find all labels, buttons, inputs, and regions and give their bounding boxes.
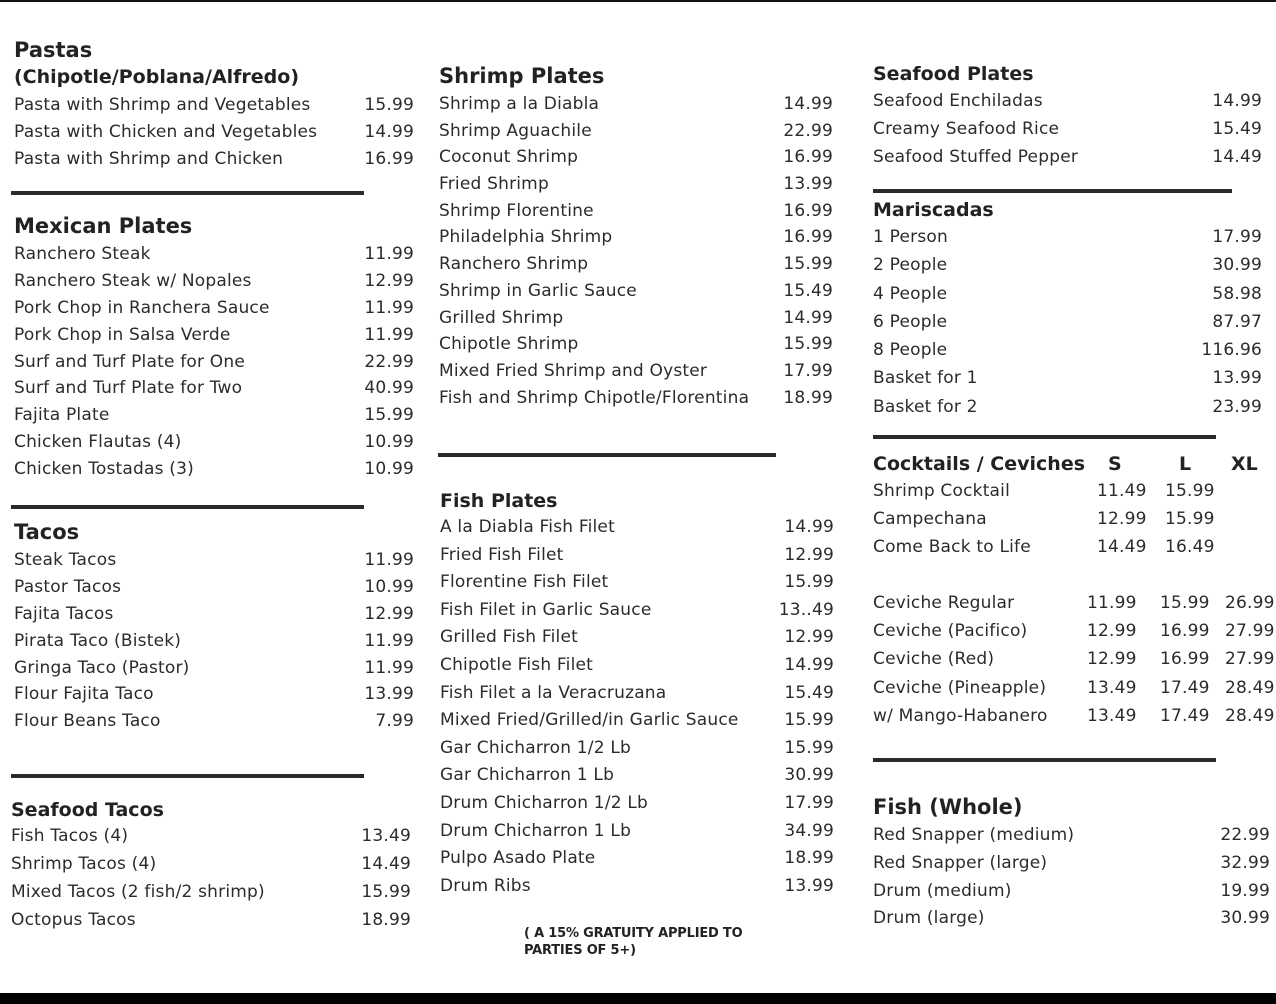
menu-item bbox=[873, 91, 1266, 119]
item-name: Drum Chicharron 1/2 Lb bbox=[440, 792, 649, 813]
menu-item bbox=[873, 119, 1266, 147]
item-name: Drum (medium) bbox=[873, 880, 1012, 901]
item-price: 12.99 bbox=[364, 270, 414, 291]
item-name: Red Snapper (medium) bbox=[873, 825, 1075, 845]
menu-item bbox=[440, 683, 844, 711]
item-name: Shrimp a la Diabla bbox=[439, 94, 600, 114]
menu-item bbox=[14, 122, 424, 149]
item-price: 12.99 bbox=[364, 603, 414, 624]
item-name: Flour Beans Taco bbox=[14, 711, 161, 732]
item-name: Fried Fish Filet bbox=[440, 544, 564, 565]
item-name: Steak Tacos bbox=[14, 550, 117, 570]
item-name: Chipotle Fish Filet bbox=[440, 654, 594, 675]
item-name: 8 People bbox=[873, 340, 948, 361]
gratuity-note-line: PARTIES OF 5+) bbox=[524, 943, 636, 958]
menu-item bbox=[440, 627, 844, 655]
menu-item bbox=[14, 459, 424, 486]
section-mariscadas bbox=[873, 199, 1266, 425]
section-title: Cocktails / Ceviches bbox=[873, 453, 1086, 475]
item-list bbox=[439, 94, 844, 414]
section-divider bbox=[11, 191, 364, 195]
item-name: Shrimp in Garlic Sauce bbox=[439, 280, 637, 301]
menu-item bbox=[440, 821, 844, 849]
item-name: Mixed Tacos (2 fish/2 shrimp) bbox=[11, 882, 265, 902]
price-s: 12.99 bbox=[1097, 509, 1147, 529]
item-price: 18.99 bbox=[783, 387, 833, 408]
section-title: Fish Plates bbox=[440, 490, 558, 512]
menu-item bbox=[873, 881, 1273, 909]
section-divider bbox=[873, 189, 1232, 193]
item-price: 15.49 bbox=[1212, 119, 1262, 139]
price-l: 17.49 bbox=[1160, 677, 1210, 698]
menu-item bbox=[14, 577, 424, 604]
item-price: 11.99 bbox=[364, 630, 414, 651]
price-l: 15.99 bbox=[1165, 481, 1215, 501]
item-price: 13.99 bbox=[1212, 368, 1262, 389]
section-mexican-plates bbox=[14, 214, 424, 486]
item-name: Shrimp Aguachile bbox=[439, 120, 592, 141]
size-header-s: S bbox=[1108, 453, 1122, 475]
menu-item bbox=[14, 684, 424, 711]
price-s: 11.49 bbox=[1097, 481, 1147, 501]
item-price: 13.99 bbox=[783, 174, 833, 195]
section-divider bbox=[873, 435, 1216, 439]
item-price: 116.96 bbox=[1201, 340, 1262, 361]
menu-item bbox=[440, 876, 844, 904]
item-name: Shrimp Cocktail bbox=[873, 481, 1011, 501]
item-name: Philadelphia Shrimp bbox=[439, 227, 613, 248]
item-name: Grilled Shrimp bbox=[439, 307, 564, 328]
menu-item bbox=[873, 397, 1266, 425]
item-price: 13..49 bbox=[778, 599, 834, 620]
item-price: 16.99 bbox=[783, 227, 833, 248]
price-xl: 27.99 bbox=[1225, 621, 1275, 642]
item-price: 11.99 bbox=[364, 297, 414, 318]
item-price: 15.99 bbox=[361, 882, 411, 902]
item-price: 22.99 bbox=[783, 120, 833, 141]
gratuity-note-line: ( A 15% GRATUITY APPLIED TO bbox=[524, 926, 743, 941]
menu-item bbox=[11, 826, 424, 854]
item-name: w/ Mango-Habanero bbox=[873, 705, 1048, 726]
item-name: Fried Shrimp bbox=[439, 174, 549, 195]
item-name: Mixed Fried Shrimp and Oyster bbox=[439, 360, 708, 381]
menu-item bbox=[14, 352, 424, 379]
item-list bbox=[873, 481, 1276, 565]
menu-item bbox=[873, 649, 1276, 677]
item-name: Octopus Tacos bbox=[11, 910, 136, 930]
price-l: 15.99 bbox=[1165, 509, 1215, 529]
section-title: Seafood Tacos bbox=[11, 799, 164, 821]
menu-item bbox=[873, 593, 1276, 621]
menu-item bbox=[11, 910, 424, 938]
menu-item bbox=[439, 174, 844, 201]
item-list bbox=[11, 826, 424, 938]
menu-item bbox=[873, 312, 1266, 340]
item-price: 32.99 bbox=[1220, 852, 1270, 873]
menu-item bbox=[11, 854, 424, 882]
menu-item bbox=[14, 95, 424, 122]
menu-item bbox=[873, 825, 1273, 853]
item-name: Pastor Tacos bbox=[14, 576, 122, 597]
item-price: 58.98 bbox=[1212, 283, 1262, 304]
menu-item bbox=[14, 378, 424, 405]
menu-item bbox=[873, 147, 1266, 175]
menu-item bbox=[11, 882, 424, 910]
item-price: 15.99 bbox=[783, 334, 833, 355]
section-pastas bbox=[14, 38, 424, 176]
item-price: 14.99 bbox=[784, 517, 834, 537]
price-l: 15.99 bbox=[1160, 593, 1210, 613]
item-name: Ranchero Steak bbox=[14, 244, 151, 264]
menu-item bbox=[439, 147, 844, 174]
item-name: Ceviche Regular bbox=[873, 593, 1015, 613]
item-price: 12.99 bbox=[784, 627, 834, 648]
menu-item bbox=[14, 658, 424, 685]
section-title: Fish (Whole) bbox=[873, 795, 1023, 819]
item-list bbox=[440, 517, 844, 903]
item-price: 16.99 bbox=[783, 200, 833, 221]
item-name: Pasta with Chicken and Vegetables bbox=[14, 122, 318, 142]
item-name: 6 People bbox=[873, 311, 948, 332]
section-cocktails-ceviches bbox=[873, 453, 1276, 734]
menu-item bbox=[440, 545, 844, 573]
item-name: Basket for 2 bbox=[873, 396, 978, 417]
item-name: Gar Chicharron 1 Lb bbox=[440, 765, 615, 786]
menu-item bbox=[14, 271, 424, 298]
item-name: Grilled Fish Filet bbox=[440, 627, 578, 648]
item-price: 14.99 bbox=[364, 122, 414, 142]
item-price: 11.99 bbox=[364, 657, 414, 678]
menu-item bbox=[439, 281, 844, 308]
price-s: 14.49 bbox=[1097, 537, 1147, 557]
item-name: Chicken Flautas (4) bbox=[14, 432, 182, 453]
item-price: 15.99 bbox=[364, 95, 414, 115]
menu-item bbox=[873, 227, 1266, 255]
section-seafood-tacos bbox=[11, 799, 424, 938]
item-price: 15.49 bbox=[784, 682, 834, 703]
top-border bbox=[0, 0, 1276, 2]
section-title: Tacos bbox=[14, 520, 80, 544]
item-price: 10.99 bbox=[364, 459, 414, 480]
menu-item bbox=[439, 201, 844, 228]
item-price: 15.99 bbox=[784, 710, 834, 731]
section-fish-whole bbox=[873, 795, 1273, 936]
item-name: Coconut Shrimp bbox=[439, 147, 579, 168]
menu-item bbox=[439, 308, 844, 335]
item-price: 15.99 bbox=[784, 572, 834, 593]
item-price: 18.99 bbox=[361, 910, 411, 930]
item-price: 15.49 bbox=[783, 280, 833, 301]
price-xl: 28.49 bbox=[1225, 705, 1275, 726]
price-s: 13.49 bbox=[1087, 705, 1137, 726]
item-price: 17.99 bbox=[1212, 227, 1262, 247]
menu-item bbox=[440, 517, 844, 545]
price-xl: 28.49 bbox=[1225, 677, 1275, 698]
item-price: 13.99 bbox=[784, 875, 834, 896]
size-header-l: L bbox=[1179, 453, 1192, 475]
item-price: 14.99 bbox=[784, 654, 834, 675]
item-name: Fajita Tacos bbox=[14, 603, 114, 624]
menu-item bbox=[14, 550, 424, 577]
section-title: Seafood Plates bbox=[873, 63, 1034, 85]
section-tacos bbox=[14, 520, 424, 738]
item-name: Ceviche (Pacifico) bbox=[873, 621, 1028, 642]
item-name: Ceviche (Red) bbox=[873, 649, 995, 670]
section-subtitle: (Chipotle/Poblana/Alfredo) bbox=[14, 66, 300, 88]
menu-item bbox=[873, 255, 1266, 283]
item-price: 87.97 bbox=[1212, 311, 1262, 332]
item-price: 40.99 bbox=[364, 378, 414, 399]
section-title: Shrimp Plates bbox=[439, 64, 605, 88]
item-name: Fish Filet a la Veracruzana bbox=[440, 682, 667, 703]
item-name: Mixed Fried/Grilled/in Garlic Sauce bbox=[440, 710, 739, 731]
item-name: Campechana bbox=[873, 509, 987, 529]
size-header-xl: XL bbox=[1231, 453, 1258, 475]
item-name: Pulpo Asado Plate bbox=[440, 848, 596, 869]
item-name: Come Back to Life bbox=[873, 537, 1031, 557]
menu-item bbox=[873, 678, 1276, 706]
section-fish-plates bbox=[440, 490, 844, 903]
item-price: 22.99 bbox=[1220, 825, 1270, 845]
gratuity-note bbox=[524, 925, 742, 959]
item-price: 18.99 bbox=[784, 848, 834, 869]
item-price: 13.99 bbox=[364, 684, 414, 705]
item-name: Fish Filet in Garlic Sauce bbox=[440, 599, 652, 620]
item-name: A la Diabla Fish Filet bbox=[440, 517, 615, 537]
section-divider bbox=[873, 758, 1216, 762]
price-s: 13.49 bbox=[1087, 677, 1137, 698]
item-name: Drum (large) bbox=[873, 908, 985, 929]
section-title: Mexican Plates bbox=[14, 214, 193, 238]
price-l: 17.49 bbox=[1160, 705, 1210, 726]
item-name: 1 Person bbox=[873, 227, 948, 247]
menu-item bbox=[14, 149, 424, 176]
menu-item bbox=[14, 604, 424, 631]
item-price: 22.99 bbox=[364, 351, 414, 372]
menu-item bbox=[14, 631, 424, 658]
item-name: Ranchero Shrimp bbox=[439, 254, 589, 275]
item-price: 14.99 bbox=[783, 307, 833, 328]
item-price: 23.99 bbox=[1212, 396, 1262, 417]
price-xl: 27.99 bbox=[1225, 649, 1275, 670]
item-name: Surf and Turf Plate for Two bbox=[14, 378, 243, 399]
item-price: 11.99 bbox=[364, 244, 414, 264]
item-price: 15.99 bbox=[364, 405, 414, 426]
cocktails-header bbox=[873, 453, 1276, 481]
item-name: Red Snapper (large) bbox=[873, 852, 1048, 873]
item-name: Pasta with Shrimp and Vegetables bbox=[14, 95, 311, 115]
item-price: 15.99 bbox=[784, 737, 834, 758]
menu-item bbox=[873, 621, 1276, 649]
item-price: 14.99 bbox=[1212, 91, 1262, 111]
item-name: Creamy Seafood Rice bbox=[873, 119, 1060, 139]
item-name: Gringa Taco (Pastor) bbox=[14, 657, 190, 678]
menu-item bbox=[14, 711, 424, 738]
item-price: 17.99 bbox=[783, 360, 833, 381]
menu-item bbox=[873, 853, 1273, 881]
item-name: Pasta with Shrimp and Chicken bbox=[14, 149, 284, 169]
menu-item bbox=[440, 600, 844, 628]
section-divider bbox=[438, 453, 776, 457]
menu-item bbox=[439, 361, 844, 388]
price-l: 16.49 bbox=[1165, 537, 1215, 557]
section-title: Mariscadas bbox=[873, 199, 994, 221]
menu-item bbox=[873, 284, 1266, 312]
item-list bbox=[873, 91, 1266, 175]
item-list bbox=[873, 227, 1266, 425]
item-price: 30.99 bbox=[784, 765, 834, 786]
item-price: 17.99 bbox=[784, 792, 834, 813]
item-price: 11.99 bbox=[364, 324, 414, 345]
item-list bbox=[873, 825, 1273, 936]
item-price: 10.99 bbox=[364, 432, 414, 453]
item-name: Fish and Shrimp Chipotle/Florentina bbox=[439, 387, 750, 408]
menu-item bbox=[440, 738, 844, 766]
item-list bbox=[14, 244, 424, 486]
item-name: Fajita Plate bbox=[14, 405, 110, 426]
item-price: 12.99 bbox=[784, 544, 834, 565]
item-name: Fish Tacos (4) bbox=[11, 826, 129, 846]
item-name: Shrimp Florentine bbox=[439, 200, 594, 221]
item-name: Florentine Fish Filet bbox=[440, 572, 609, 593]
price-s: 12.99 bbox=[1087, 621, 1137, 642]
item-name: 2 People bbox=[873, 255, 948, 276]
menu-item bbox=[439, 227, 844, 254]
item-price: 14.49 bbox=[361, 854, 411, 874]
item-name: Pork Chop in Salsa Verde bbox=[14, 324, 231, 345]
item-price: 11.99 bbox=[364, 550, 414, 570]
item-name: Ceviche (Pineapple) bbox=[873, 677, 1047, 698]
menu-item bbox=[440, 765, 844, 793]
item-price: 30.99 bbox=[1220, 908, 1270, 929]
item-list bbox=[14, 550, 424, 738]
price-s: 12.99 bbox=[1087, 649, 1137, 670]
menu-item bbox=[14, 298, 424, 325]
item-name: Surf and Turf Plate for One bbox=[14, 351, 245, 372]
menu-item bbox=[873, 509, 1276, 537]
menu-item bbox=[439, 388, 844, 415]
price-s: 11.99 bbox=[1087, 593, 1137, 613]
item-price: 15.99 bbox=[783, 254, 833, 275]
item-name: Seafood Stuffed Pepper bbox=[873, 147, 1079, 167]
item-price: 19.99 bbox=[1220, 880, 1270, 901]
menu-item bbox=[873, 537, 1276, 565]
menu-item bbox=[439, 94, 844, 121]
menu-item bbox=[440, 848, 844, 876]
menu-item bbox=[440, 710, 844, 738]
item-list bbox=[14, 95, 424, 176]
bottom-border bbox=[0, 993, 1276, 1004]
item-price: 14.99 bbox=[783, 94, 833, 114]
item-name: Basket for 1 bbox=[873, 368, 978, 389]
section-shrimp-plates bbox=[439, 64, 844, 414]
menu-item bbox=[439, 334, 844, 361]
section-seafood-plates bbox=[873, 63, 1266, 175]
menu-item bbox=[14, 244, 424, 271]
price-xl: 26.99 bbox=[1225, 593, 1275, 613]
menu-item bbox=[440, 793, 844, 821]
section-divider bbox=[11, 774, 364, 778]
item-name: Seafood Enchiladas bbox=[873, 91, 1043, 111]
price-l: 16.99 bbox=[1160, 649, 1210, 670]
menu-item bbox=[873, 340, 1266, 368]
menu-item bbox=[873, 481, 1276, 509]
menu-item bbox=[873, 908, 1273, 936]
item-name: 4 People bbox=[873, 283, 948, 304]
item-name: Flour Fajita Taco bbox=[14, 684, 154, 705]
item-name: Shrimp Tacos (4) bbox=[11, 854, 157, 874]
item-price: 16.99 bbox=[783, 147, 833, 168]
item-name: Chicken Tostadas (3) bbox=[14, 459, 194, 480]
menu-item bbox=[14, 325, 424, 352]
menu-item bbox=[873, 706, 1276, 734]
menu-item bbox=[14, 432, 424, 459]
item-price: 14.49 bbox=[1212, 147, 1262, 167]
item-price: 10.99 bbox=[364, 576, 414, 597]
item-price: 16.99 bbox=[364, 149, 414, 169]
item-name: Drum Ribs bbox=[440, 875, 531, 896]
menu-item bbox=[439, 121, 844, 148]
item-name: Gar Chicharron 1/2 Lb bbox=[440, 737, 632, 758]
item-name: Chipotle Shrimp bbox=[439, 334, 579, 355]
item-list bbox=[873, 593, 1276, 734]
item-price: 34.99 bbox=[784, 820, 834, 841]
menu-item bbox=[14, 405, 424, 432]
item-name: Pork Chop in Ranchera Sauce bbox=[14, 297, 270, 318]
item-name: Pirata Taco (Bistek) bbox=[14, 630, 182, 651]
item-name: Drum Chicharron 1 Lb bbox=[440, 820, 632, 841]
menu-item bbox=[440, 572, 844, 600]
menu-item bbox=[440, 655, 844, 683]
price-l: 16.99 bbox=[1160, 621, 1210, 642]
item-price: 30.99 bbox=[1212, 255, 1262, 276]
menu-item bbox=[873, 368, 1266, 396]
item-name: Ranchero Steak w/ Nopales bbox=[14, 270, 252, 291]
section-title: Pastas bbox=[14, 38, 93, 62]
menu-item bbox=[439, 254, 844, 281]
item-price: 7.99 bbox=[375, 711, 414, 732]
section-divider bbox=[11, 505, 364, 509]
item-price: 13.49 bbox=[361, 826, 411, 846]
